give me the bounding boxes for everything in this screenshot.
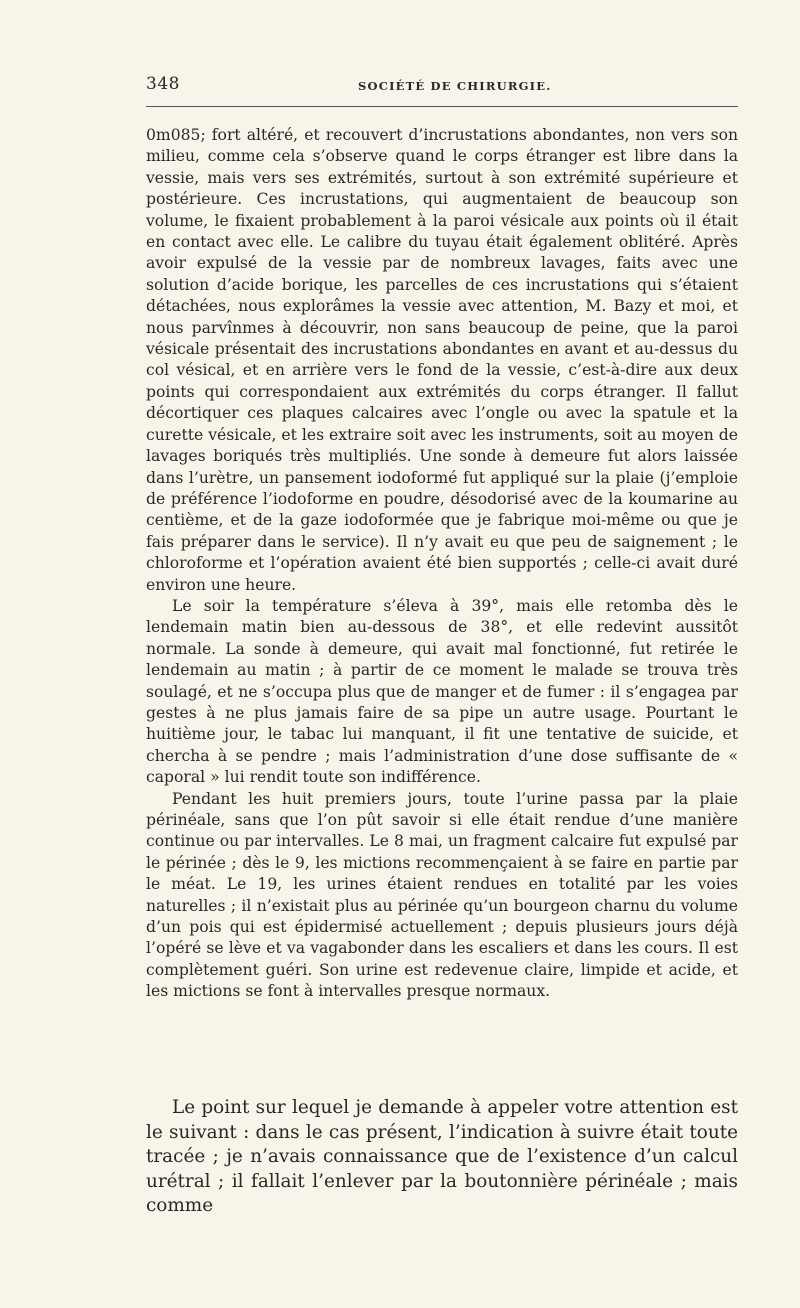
paragraph-3: Pendant les huit premiers jours, toute l’urine passa par la plaie périnéale, sans que l’on pût savoir si elle était rendue d’une manière continue ou par intervalles. Le 8 mai, un fragment calcaire fut expulsé par le périnée ; dès le 9, les mictions recommençaient à se faire en partie par le méat. Le 19, les urines étaient rendues en totalité par les voies naturelles ; il n’existait plus au périnée qu’un bourgeon charnu du volume d’un pois qui est épidermisé actuellement ; depuis plusieurs jours déjà l’opéré se lève et va vagabonder dans les escaliers et dans les cours. Il est complètement guéri. Son urine est redevenue claire, limpide et acide, et les mictions se font à intervalles presque normaux. <box>146 789 738 1001</box>
page-header <box>146 70 738 100</box>
header-rule <box>146 106 738 107</box>
case-report-text <box>146 125 738 1003</box>
paragraph-2: Le soir la température s’éleva à 39°, mais elle retomba dès le lendemain matin bien au-dessous de 38°, et elle redevint aussitôt normale. La sonde à demeure, qui avait mal fonctionné, fut retirée le lendemain au matin ; à partir de ce moment le malade se trouva très soulagé, et ne s’occupa plus que de manger et de fumer : il s’engagea par gestes à ne plus jamais faire de sa pipe un autre usage. Pourtant le huitième jour, le tabac lui manquant, il fit une tentative de suicide, et chercha à se pendre ; mais l’administration d’une dose suffisante de « caporal » lui rendit toute son indifférence. <box>146 596 738 787</box>
paragraph-1: 0m085; fort altéré, et recouvert d’incrustations abondantes, non vers son milieu, comme cela s’observe quand le corps étranger est libre dans la vessie, mais vers ses extrémités, surtout à son extrémité supérieure et postérieure. Ces incrustations, qui augmentaient de beaucoup son volume, le fixaient probablement à la paroi vésicale aux points où il était en contact avec elle. Le calibre du tuyau était également oblitéré. Après avoir expulsé de la vessie par de nombreux lavages, faits avec une solution d’acide borique, les parcelles de ces incrustations qui s’étaient détachées, nous explorâmes la vessie avec attention, M. Bazy et moi, et nous parvînmes à découvrir, non sans beaucoup de peine, que la paroi vésicale présentait des incrustations abondantes en avant et au-dessus du col vésical, et en arrière vers le fond de la vessie, c’est-à-dire aux deux points qui correspondaient aux extrémités du corps étranger. Il fallut décortiquer ces plaques calcaires avec l’ongle ou avec la spatule et la curette vésicale, et les extraire soit avec les instruments, soit au moyen de lavages boriqués très multipliés. Une sonde à demeure fut alors laissée dans l’urètre, un pansement iodoformé fut appliqué sur la plaie (j’emploie de préférence l’iodoforme en poudre, désodorisé avec de la koumarine au centième, et de la gaze iodoformée que je fabrique moi-même ou que je fais préparer dans le service). Il n’y avait eu que peu de saignement ; le chloroforme et l’opération avaient été bien supportés ; celle-ci avait duré environ une heure. <box>146 126 738 594</box>
paragraph-4: Le point sur lequel je demande à appeler votre attention est le suivant : dans le cas présent, l’indication à suivre était toute tracée ; je n’avais connaissance que de l’existence d’un calcul urétral ; il fallait l’enlever par la boutonnière périnéale ; mais comme <box>146 1097 738 1217</box>
running-title: SOCIÉTÉ DE CHIRURGIE. <box>358 79 552 93</box>
discussion-text <box>146 1096 738 1219</box>
page-number: 348 <box>146 74 180 94</box>
